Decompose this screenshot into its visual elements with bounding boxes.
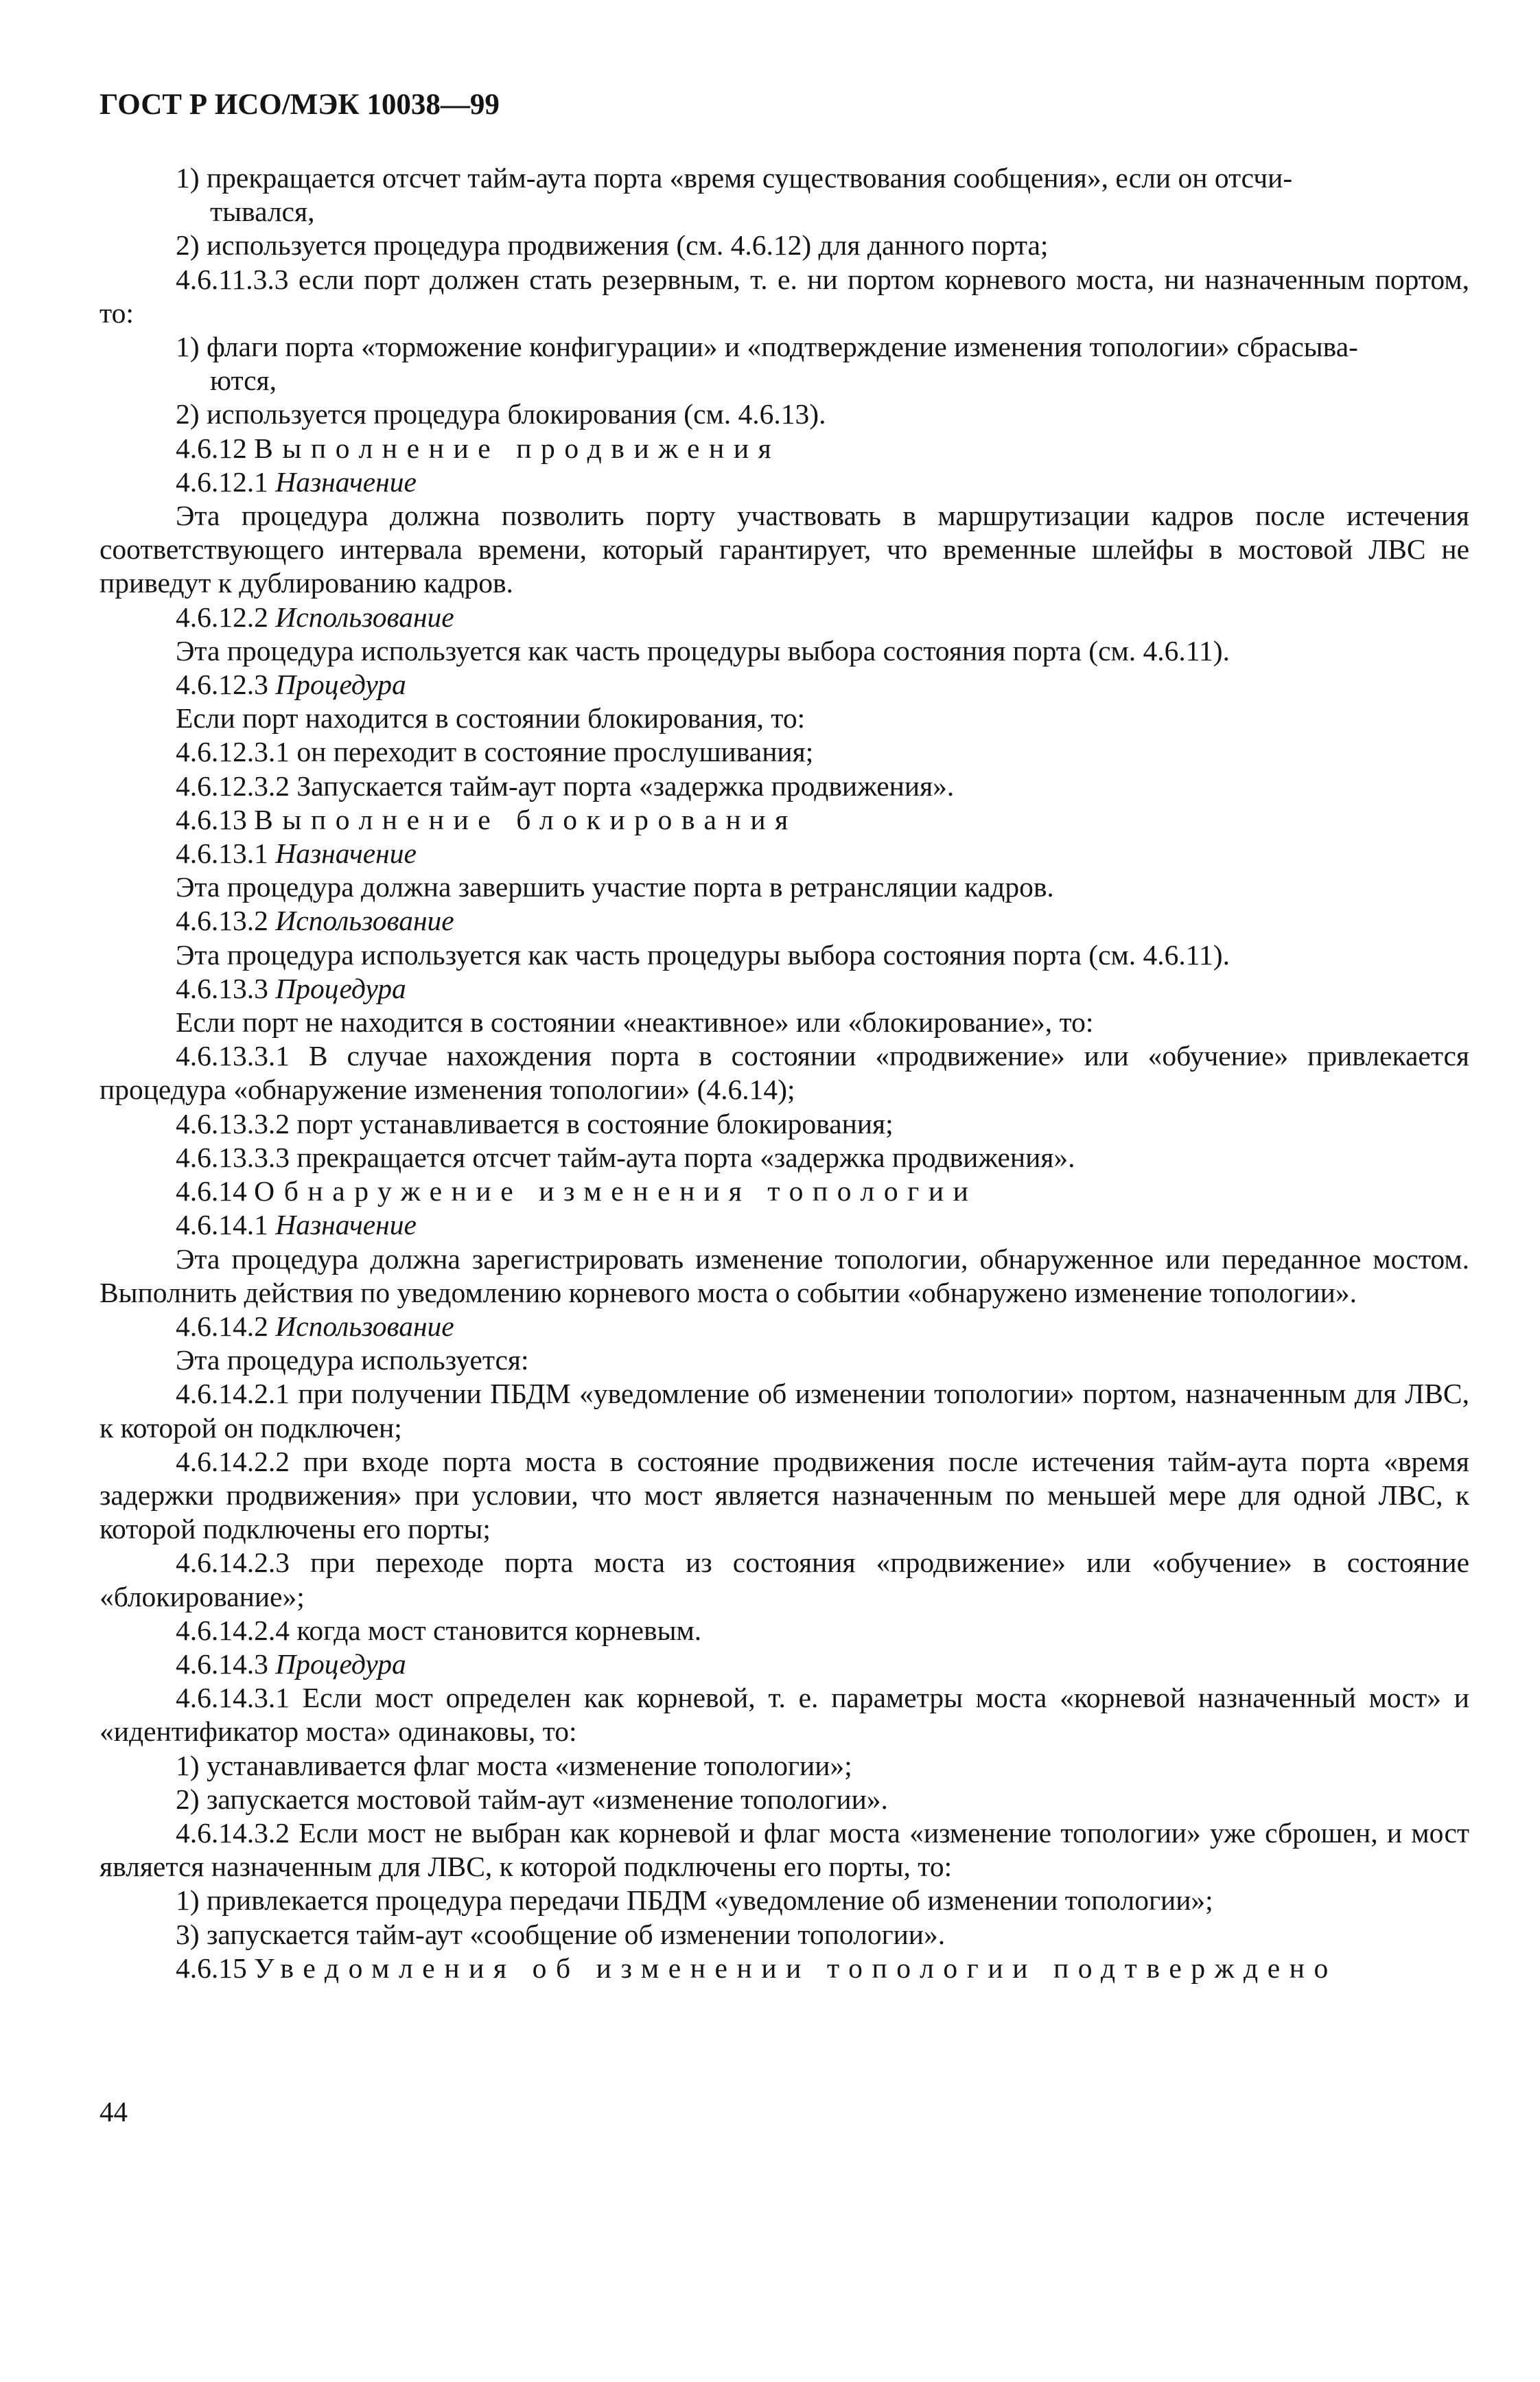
- subsection-number: 4.6.12.1: [176, 465, 268, 498]
- item-number: 1): [176, 1749, 200, 1781]
- item-text: привлекается процедура передачи ПБДМ «уведомление об изменении топологии»;: [206, 1884, 1213, 1917]
- subsection-heading: [100, 904, 1469, 938]
- item-number: 2): [176, 229, 200, 262]
- paragraph: Если порт находится в состоянии блокирования, то:: [176, 702, 806, 735]
- item-text: прекращается отсчет тайм-аута порта «время существования сообщения», если он отсчи-: [206, 162, 1293, 194]
- subsection-heading: [100, 1647, 1469, 1681]
- item-number: 2): [176, 1783, 200, 1815]
- subsection-title: Процедура: [275, 972, 406, 1004]
- subsection-number: 4.6.13.1: [176, 837, 268, 870]
- item-text: запускается мостовой тайм-аут «изменение топологии».: [206, 1783, 888, 1815]
- page-body: [100, 161, 1469, 1985]
- list-item: [100, 1884, 1469, 1917]
- paragraph: 4.6.11.3.3 если порт должен стать резервным, т. е. ни портом корневого моста, ни назначенным портом, то:: [100, 263, 1469, 329]
- subsection-number: 4.6.14.1: [176, 1209, 268, 1241]
- paragraph: 4.6.14.2.2 при входе порта моста в состояние продвижения после истечения тайм-аута порта «время задержки продвижения» при условии, что мост является назначенным по меньшей мере для одной ЛВС, к которой подключены его порты;: [100, 1445, 1469, 1545]
- section-title: Выполнение блокирования: [254, 803, 797, 835]
- paragraph: 4.6.14.3.2 Если мост не выбран как корневой и флаг моста «изменение топологии» уже сброшен, и мост является назначенным для ЛВС, к которой подключены его порты, то:: [100, 1816, 1469, 1883]
- section-heading: [100, 432, 1469, 465]
- subsection-title: Процедура: [275, 1647, 406, 1680]
- item-number: 1): [176, 162, 200, 194]
- item-continuation: ются,: [210, 365, 277, 397]
- paragraph: 4.6.14.2.4 когда мост становится корневым.: [176, 1614, 702, 1646]
- paragraph: 4.6.12.3.1 он переходит в состояние прослушивания;: [176, 736, 814, 768]
- paragraph: Эта процедура используется:: [176, 1344, 529, 1376]
- subsection-number: 4.6.13.3: [176, 972, 268, 1004]
- paragraph: Эта процедура используется как часть процедуры выбора состояния порта (см. 4.6.11).: [176, 634, 1230, 667]
- paragraph: 4.6.14.2.1 при получении ПБДМ «уведомление об изменении топологии» портом, назначенным для ЛВС, к которой он подключен;: [100, 1378, 1469, 1444]
- subsection-heading: [100, 1310, 1469, 1343]
- list-item: [100, 1783, 1469, 1816]
- list-item: [100, 229, 1469, 262]
- item-continuation: тывался,: [210, 196, 315, 228]
- section-number: 4.6.15: [176, 1952, 247, 1984]
- paragraph: 4.6.14.2.3 при переходе порта моста из состояния «продвижение» или «обучение» в состояние «блокирование»;: [100, 1547, 1469, 1612]
- list-item: [100, 1918, 1469, 1952]
- subsection-heading: [100, 972, 1469, 1006]
- item-text: используется процедура блокирования (см. 4.6.13).: [206, 398, 826, 430]
- subsection-title: Использование: [275, 1310, 454, 1342]
- paragraph: Эта процедура должна завершить участие порта в ретрансляции кадров.: [176, 871, 1054, 903]
- subsection-number: 4.6.14.3: [176, 1647, 268, 1680]
- subsection-heading: [100, 465, 1469, 499]
- item-text: флаги порта «торможение конфигурации» и «подтверждение изменения топологии» сбрасыва-: [206, 331, 1358, 363]
- paragraph: Эта процедура должна зарегистрировать изменение топологии, обнаруженное или переданное мостом. Выполнить действия по уведомлению корневого моста о событии «обнаружено изменение топологии».: [100, 1242, 1469, 1308]
- subsection-number: 4.6.14.2: [176, 1310, 268, 1342]
- paragraph: 4.6.14.3.1 Если мост определен как корневой, т. е. параметры моста «корневой назначенный мост» и «идентификатор моста» одинаковы, то:: [100, 1682, 1469, 1748]
- subsection-title: Использование: [275, 601, 454, 633]
- item-number: 1): [176, 331, 200, 363]
- subsection-heading: [100, 1208, 1469, 1242]
- subsection-number: 4.6.12.2: [176, 601, 268, 633]
- paragraph: 4.6.13.3.3 прекращается отсчет тайм-аута порта «задержка продвижения».: [176, 1141, 1075, 1173]
- list-item: [100, 161, 1469, 195]
- section-number: 4.6.13: [176, 803, 247, 835]
- subsection-title: Процедура: [275, 669, 406, 701]
- page-number: 44: [100, 2096, 128, 2127]
- item-number: 1): [176, 1884, 200, 1917]
- paragraph: Эта процедура используется как часть процедуры выбора состояния порта (см. 4.6.11).: [176, 938, 1230, 971]
- document-header: ГОСТ Р ИСО/МЭК 10038—99: [100, 89, 500, 121]
- paragraph: 4.6.13.3.1 В случае нахождения порта в состоянии «продвижение» или «обучение» привлекается процедура «обнаружение изменения топологии» (4.6.14);: [100, 1040, 1469, 1106]
- subsection-title: Использование: [275, 905, 454, 937]
- section-title: Выполнение продвижения: [254, 432, 781, 464]
- list-item: [100, 1749, 1469, 1783]
- section-number: 4.6.14: [176, 1175, 247, 1207]
- subsection-heading: [100, 601, 1469, 634]
- item-text: используется процедура продвижения (см. 4.6.12) для данного порта;: [206, 229, 1049, 262]
- list-item: [100, 397, 1469, 431]
- section-heading: [100, 1175, 1469, 1208]
- paragraph: Эта процедура должна позволить порту участвовать в маршрутизации кадров после истечения соответствующего интервала времени, который гарантирует, что временные шлейфы в мостовой ЛВС не приведут к дублированию кадров.: [100, 500, 1469, 599]
- item-number: 3): [176, 1918, 200, 1950]
- paragraph: 4.6.12.3.2 Запускается тайм-аут порта «задержка продвижения».: [176, 770, 955, 802]
- paragraph: Если порт не находится в состоянии «неактивное» или «блокирование», то:: [176, 1006, 1094, 1039]
- section-title: Уведомления об изменении топологии подтверждено: [254, 1952, 1338, 1984]
- subsection-number: 4.6.13.2: [176, 905, 268, 937]
- item-text: устанавливается флаг моста «изменение топологии»;: [206, 1749, 852, 1781]
- subsection-heading: [100, 837, 1469, 870]
- list-item: [100, 330, 1469, 364]
- section-title: Обнаружение изменения топологии: [254, 1175, 978, 1207]
- section-heading: [100, 803, 1469, 837]
- section-number: 4.6.12: [176, 432, 247, 464]
- item-text: запускается тайм-аут «сообщение об изменении топологии».: [206, 1918, 946, 1950]
- paragraph: 4.6.13.3.2 порт устанавливается в состояние блокирования;: [176, 1107, 894, 1140]
- subsection-heading: [100, 668, 1469, 702]
- subsection-title: Назначение: [275, 1209, 417, 1241]
- item-number: 2): [176, 398, 200, 430]
- subsection-title: Назначение: [275, 465, 417, 498]
- subsection-number: 4.6.12.3: [176, 669, 268, 701]
- section-heading: [100, 1952, 1469, 1985]
- subsection-title: Назначение: [275, 837, 417, 870]
